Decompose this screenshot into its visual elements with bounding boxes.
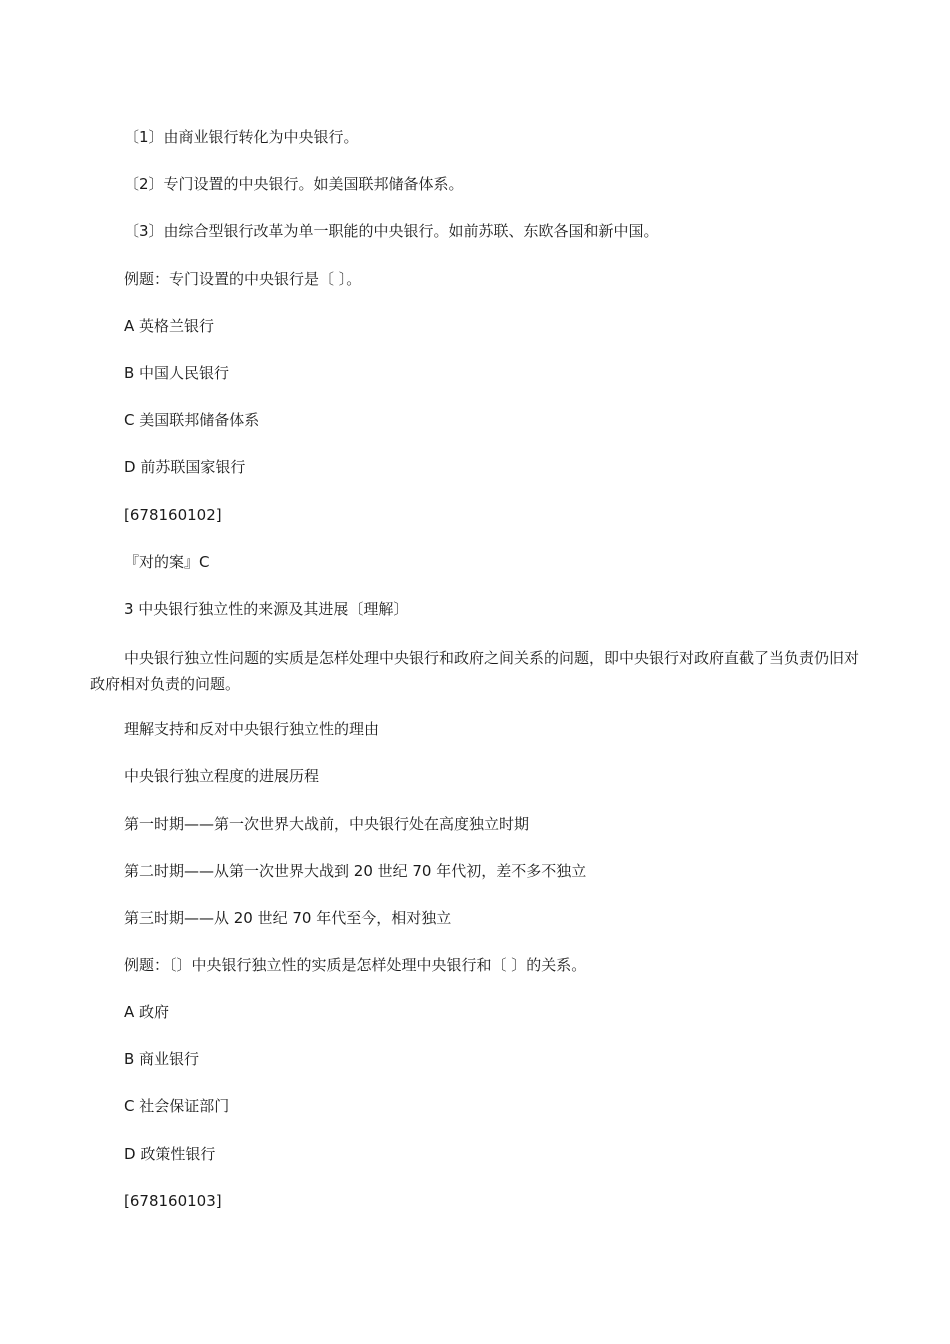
option-d-2: D 政策性银行 xyxy=(124,1145,216,1163)
option-d-1: D 前苏联国家银行 xyxy=(124,458,246,476)
answer-1: 『对的案』C xyxy=(124,553,210,571)
option-c-2: C 社会保证部门 xyxy=(124,1097,230,1115)
period-3: 第三时期——从 20 世纪 70 年代至今，相对独立 xyxy=(124,909,452,927)
section-heading: 3 中央银行独立性的来源及其进展〔理解〕 xyxy=(124,600,409,618)
list-item-1: 〔1〕由商业银行转化为中央银行。 xyxy=(124,128,359,146)
option-c-1: C 美国联邦储备体系 xyxy=(124,411,260,429)
text-line-reasons: 理解支持和反对中央银行独立性的理由 xyxy=(124,720,380,738)
question-id-1: [678160102] xyxy=(124,506,222,524)
text-line-history: 中央银行独立程度的进展历程 xyxy=(124,767,320,785)
example-question-1: 例题：专门设置的中央银行是〔 〕。 xyxy=(124,270,362,288)
list-item-2: 〔2〕专门设置的中央银行。如美国联邦储备体系。 xyxy=(124,175,464,193)
question-id-2: [678160103] xyxy=(124,1192,222,1210)
list-item-3: 〔3〕由综合型银行改革为单一职能的中央银行。如前苏联、东欧各国和新中国。 xyxy=(124,222,659,240)
period-1: 第一时期——第一次世界大战前，中央银行处在高度独立时期 xyxy=(124,815,530,833)
option-b-1: B 中国人民银行 xyxy=(124,364,230,382)
body-paragraph: 中央银行独立性问题的实质是怎样处理中央银行和政府之间关系的问题，即中央银行对政府直截了当负责仍旧对政府相对负责的问题。 xyxy=(90,649,860,693)
example-question-2: 例题：〔〕中央银行独立性的实质是怎样处理中央银行和〔 〕的关系。 xyxy=(124,956,587,974)
period-2: 第二时期——从第一次世界大战到 20 世纪 70 年代初，差不多不独立 xyxy=(124,862,587,880)
option-a-2: A 政府 xyxy=(124,1003,170,1021)
option-a-1: A 英格兰银行 xyxy=(124,317,215,335)
option-b-2: B 商业银行 xyxy=(124,1050,200,1068)
